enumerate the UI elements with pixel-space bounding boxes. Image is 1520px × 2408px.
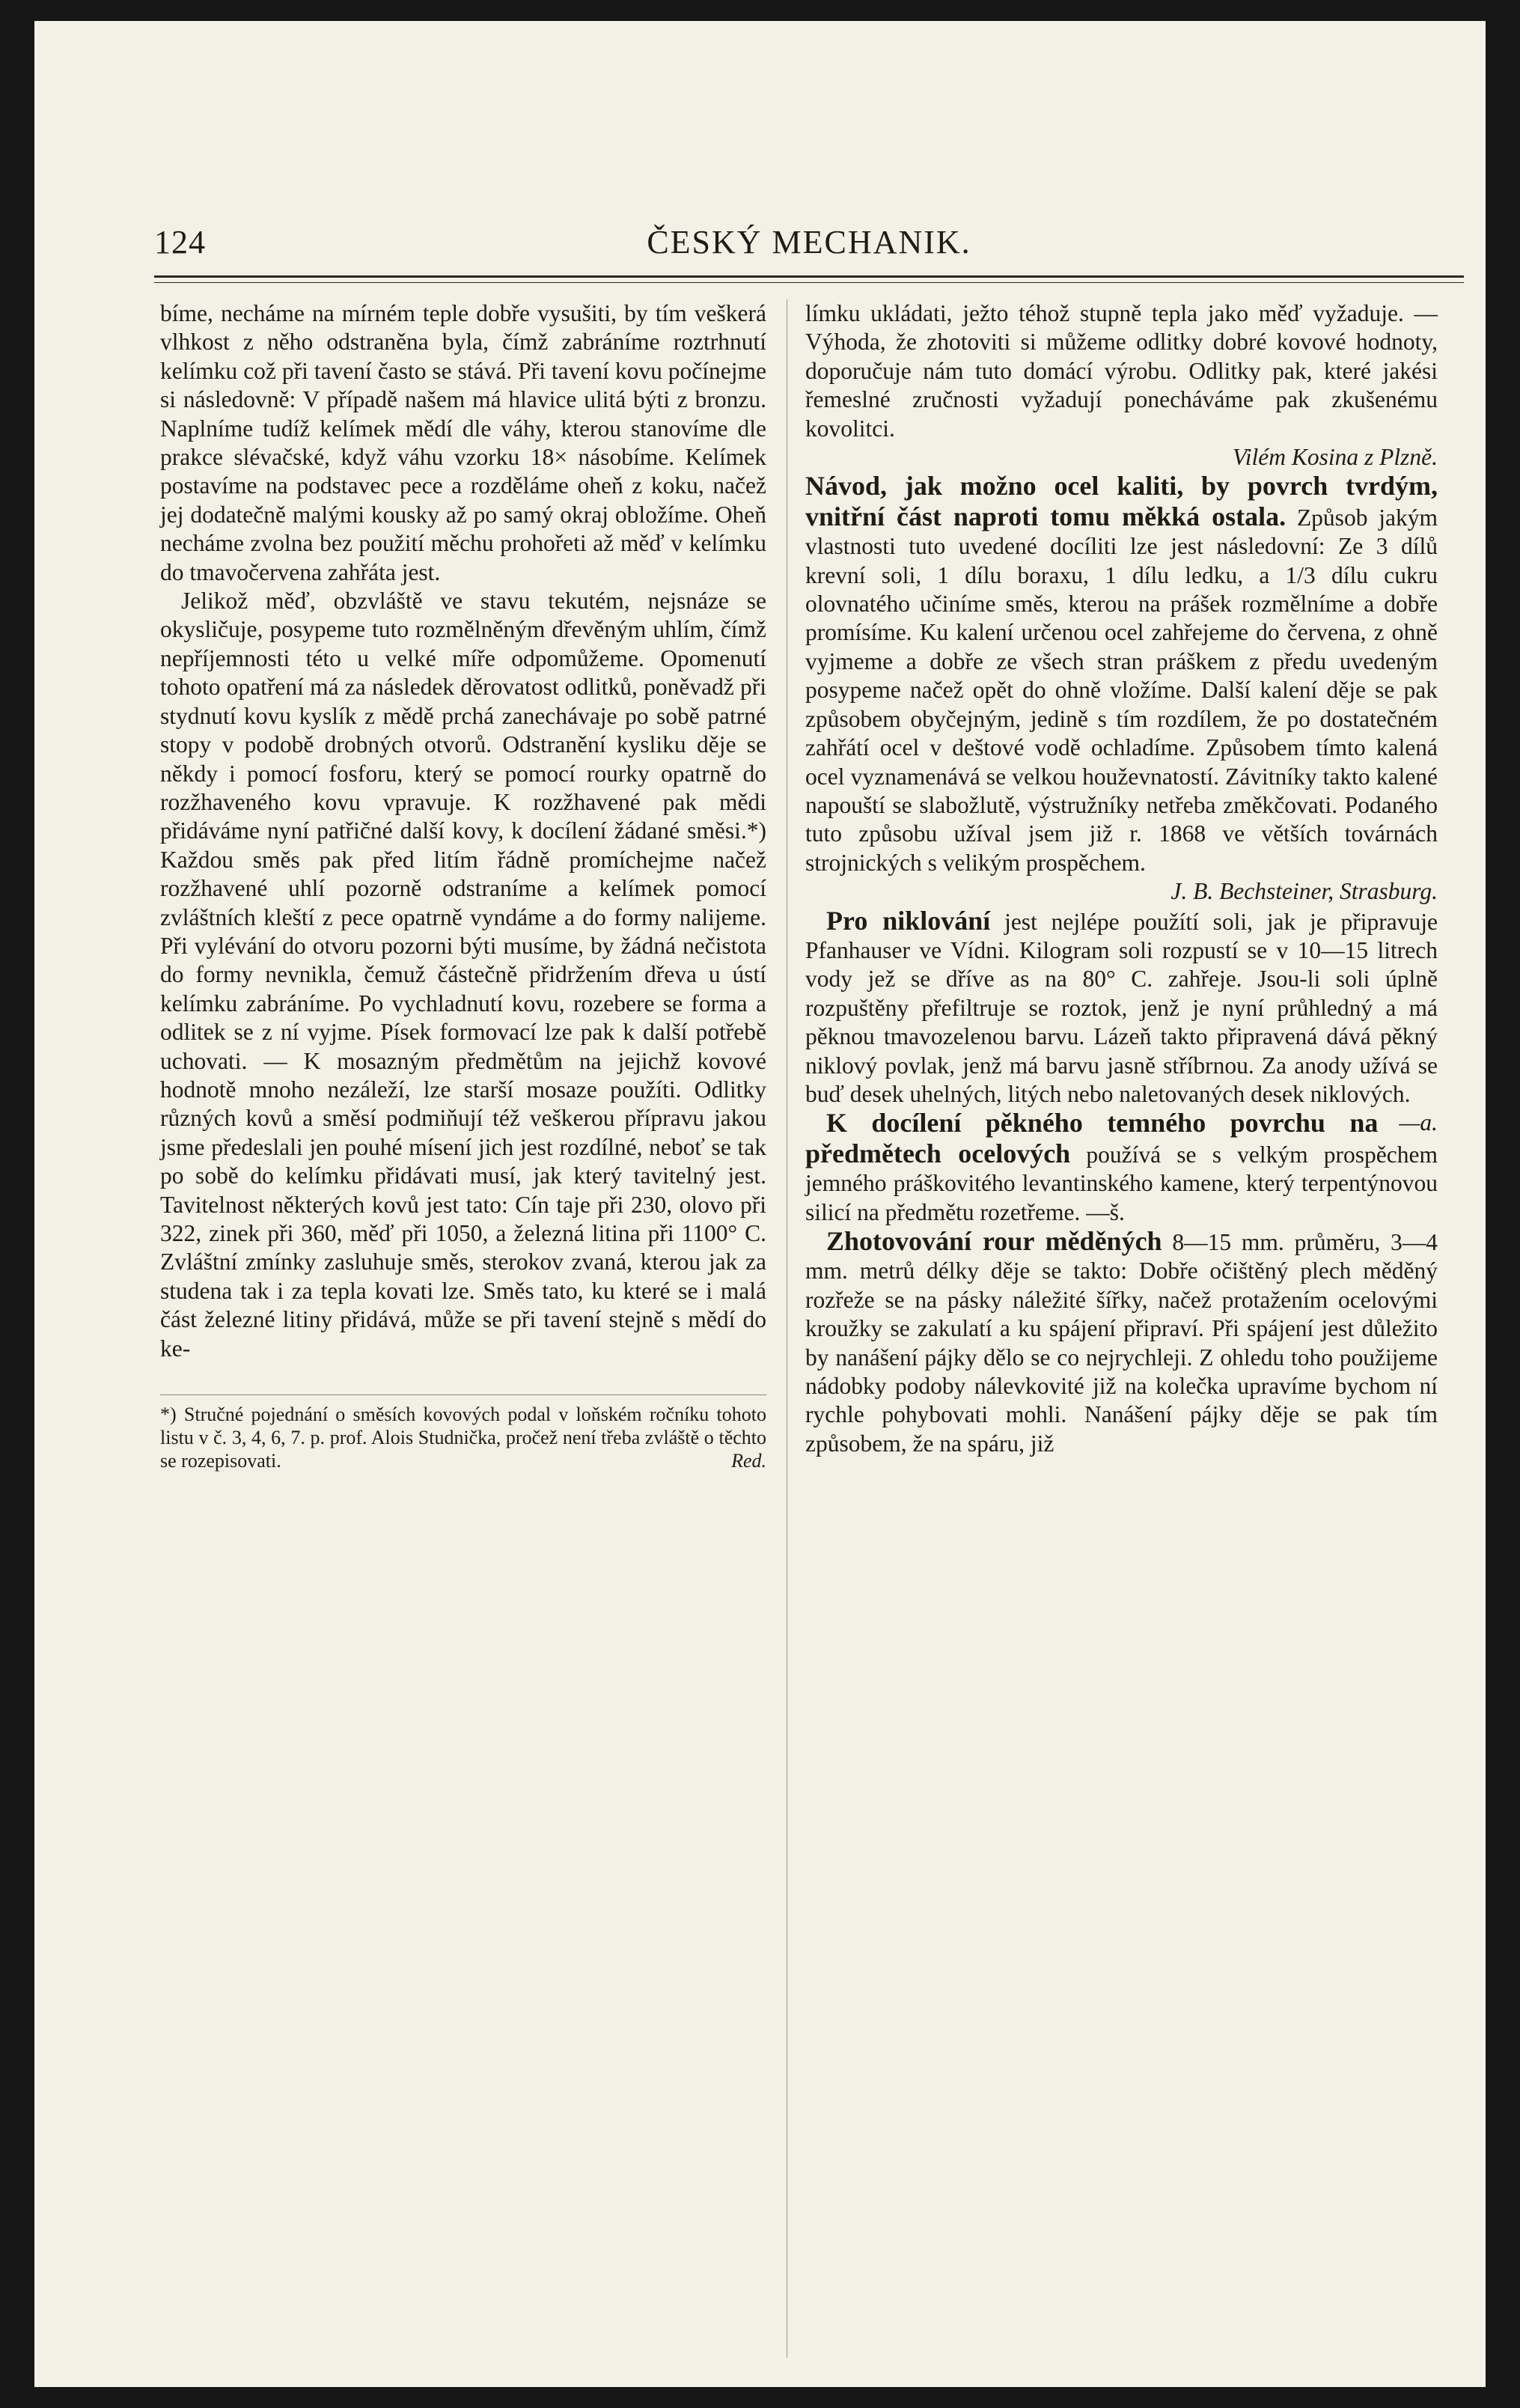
- header-rule-thick: [154, 275, 1464, 278]
- left-paragraph-2: Jelikož měď, obzvláště ve stavu tekutém, nejsnáze se okysličuje, posypeme tuto rozmělněným dřevěným uhlím, čímž nepříjemnosti této u velké míře odpomůžeme. Opomenutí tohoto opatření má za následek děrovatost odlitků, poněvadž při stydnutí kovu kyslík z mědě prchá zanechávaje po sobě patrné stopy v podobě drobných otvorů. Odstranění kysliku děje se někdy i pomocí fosforu, který se pomocí rourky opatrně do rozžhaveného kovu vpravuje. K rozžhavené pak mědi přidáváme nyní patřičné další kovy, k docílení žádané směsi.*) Každou směs pak před litím řádně promíchejme načež rozžhavené uhlí pozorně odstraníme a kelímek pomocí zvláštních kleští z pece opatrně vyndáme a do formy nalijeme. Při vylévání do otvoru pozorni býti musíme, by žádná nečistota do formy nevnikla, čemuž částečně přidržením dřeva u ústí kelímku zabráníme. Po vychladnutí kovu, rozebere se forma a odlitek se z ní vyjme. Písek formovací lze pak k další potřebě uchovati. — K mosazným předmětům na jejichž kovové hodnotě mnoho nezáleží, lze starší mosaze použíti. Odlitky různých kovů a směsí podmiňují též veškerou přípravu jakou jsme předeslali jen pouhé mísení jich jest rozdílné, neboť se tak po sobě do kelímku přidávati musí, jak který tavitelný jest. Tavitelnost některých kovů jest tato: Cín taje při 230, olovo při 322, zinek při 360, měď při 1050, a železná litina při 1100° C. Zvláštní zmínky zasluhuje směs, sterokov zvaná, kterou jak za studena tak i za tepla kovati lze. Směs tato, ku které se i malá část železné litiny přidává, může se při tavení stejně s mědí do ke-: [160, 588, 766, 1362]
- footnote-signature: Red.: [731, 1450, 766, 1472]
- steel-text-part-1: Způsob jakým vlastnosti tuto uvedené docíliti lze jest následovní: Ze 3 dílů krevní soli, 1 dílu boraxu, 1 dílu ledku, a: [805, 504, 1438, 588]
- left-column: [160, 299, 766, 1472]
- copper-tubes-text: 8—15 mm. průměru, 3—4 mm. metrů délky děje se takto: Dobře očištěný plech měděný rozřeže se na pásky náležité šířky, načež protažením ocelovými kroužky se zakulatí a ku spájení připraví. Při spájení jest důležito by nanášení pájky dělo se co nejrychleji. Z ohledu toho použijeme nádobky podoby nálevkovité již na kolečka upravíme bychom ní rychle pohybovati mohli. Nanášení pájky děje se pak tím způsobem, že na spáru, již: [805, 1229, 1438, 1457]
- article-dark-surface: [805, 1109, 1438, 1227]
- header-rule-thin: [154, 282, 1464, 283]
- dark-surface-text: používá se s velkým prospěchem jemného práškovitého levantinského kamene, který terpentýnovou silicí na předmětu rozetřeme. —š.: [805, 1141, 1438, 1225]
- page-number: 124: [154, 224, 206, 260]
- right-column: [805, 299, 1438, 1458]
- signature-bechsteiner: J. B. Bechsteiner, Strasburg.: [1170, 878, 1438, 905]
- left-paragraph-1: bíme, necháme na mírném teple dobře vysušiti, by tím veškerá vlhkost z něho odstraněna byla, čímž zabráníme roztrhnutí kelímku což při tavení často se stává. Při tavení kovu počínejme si následovně: V případě našem má hlavice ulitá býti z bronzu. Naplníme tudíž kelímek mědí dle váhy, kterou stanovíme dle prakce slévačské, když váhu vzorku 18× násobíme. Kelímek postavíme na podstavec pece a rozděláme oheň z koku, načež jej dodatečně malými kousky až po samý okraj obložíme. Oheň necháme zvolna bez použití měchu prohořeti až měď v kelímku do tmavočervena zahřáta jest.: [160, 300, 766, 585]
- heading-dark-surface: K docílení pěkného temného povrchu na předmětech ocelových: [805, 1108, 1379, 1168]
- article-copper-tubes: [805, 1227, 1438, 1458]
- heading-steel-hardening: Návod, jak možno ocel kaliti, by povrch tvrdým, vnitřní část naproti tomu měkká ostala.: [805, 471, 1438, 531]
- heading-copper-tubes: Zhotovování rour měděných: [826, 1226, 1162, 1256]
- article-nickel-plating: [805, 905, 1438, 1136]
- footnote-text: *) Stručné pojednání o směsích kovových podal v loňském ročníku tohoto listu v č. 3, 4, 6, 7. p. prof. Alois Studnička, pročež není třeba zvláště o těchto se rozepisovati.: [160, 1403, 766, 1472]
- steel-text-part-2: dílu cukru olovnatého učiníme směs, kterou na prášek rozmělníme a dobře promísíme. Ku kalení určenou ocel zahřejeme do červena, z ohně vyjmeme a dobře ze všech stran práškem z předu uvedeným posypeme načež opět do ohně vložíme. Další kalení děje se pak způsobem obyčejným, jedině s tím rozdílem, že po dostatečném zahřátí ocel v deštové vodě ochladíme. Způsobem tímto kalená ocel vyznamenává se velkou houževnatostí. Závitníky takto kalené napouští se slabožlutě, výstružníky netřeba změkčovati. Podaného tuto způsobu užíval jsem již r. 1868 ve větších továrnách strojnických s velikým prospěchem.: [805, 561, 1438, 876]
- signature-a: —a.: [1399, 1109, 1438, 1136]
- heading-nickel-plating: Pro niklování: [826, 905, 991, 936]
- footnote: [160, 1394, 766, 1472]
- signature-kosina: Vilém Kosina z Plzně.: [1232, 444, 1438, 471]
- scanned-page: [34, 21, 1486, 2387]
- right-paragraph-1: límku ukládati, ježto téhož stupně tepla jako měď vyžaduje. — Výhoda, že zhotoviti si můžeme odlitky dobré kovové hodnoty, doporučuje nám tuto domácí výrobu. Odlitky pak, které jakési řemeslné zručnosti vyžadují ponecháváme pak zkušenému kovolitci.: [805, 300, 1438, 442]
- page-header: [154, 223, 1464, 275]
- nickel-text: jest nejlépe použítí soli, jak je připravuje Pfanhauser ve Vídni. Kilogram soli rozpustí se v 10—15 litrech vody jež se dříve as na 80° C. zahřeje. Jsou-li soli úplně rozpuštěny přefiltruje se roztok, jenž je nyní průhledný a má pěknou tmavozelenou barvu. Lázeň takto připravená dává pěkný niklový povlak, jenž má barvu jasně stříbrnou. Za anody užívá se buď desek uhelných, litých nebo naletovaných desek niklových.: [805, 908, 1438, 1107]
- article-steel-hardening: [805, 472, 1438, 877]
- running-title: ČESKÝ MECHANIK.: [647, 224, 971, 260]
- fraction-one-third: 1/3: [1285, 561, 1316, 588]
